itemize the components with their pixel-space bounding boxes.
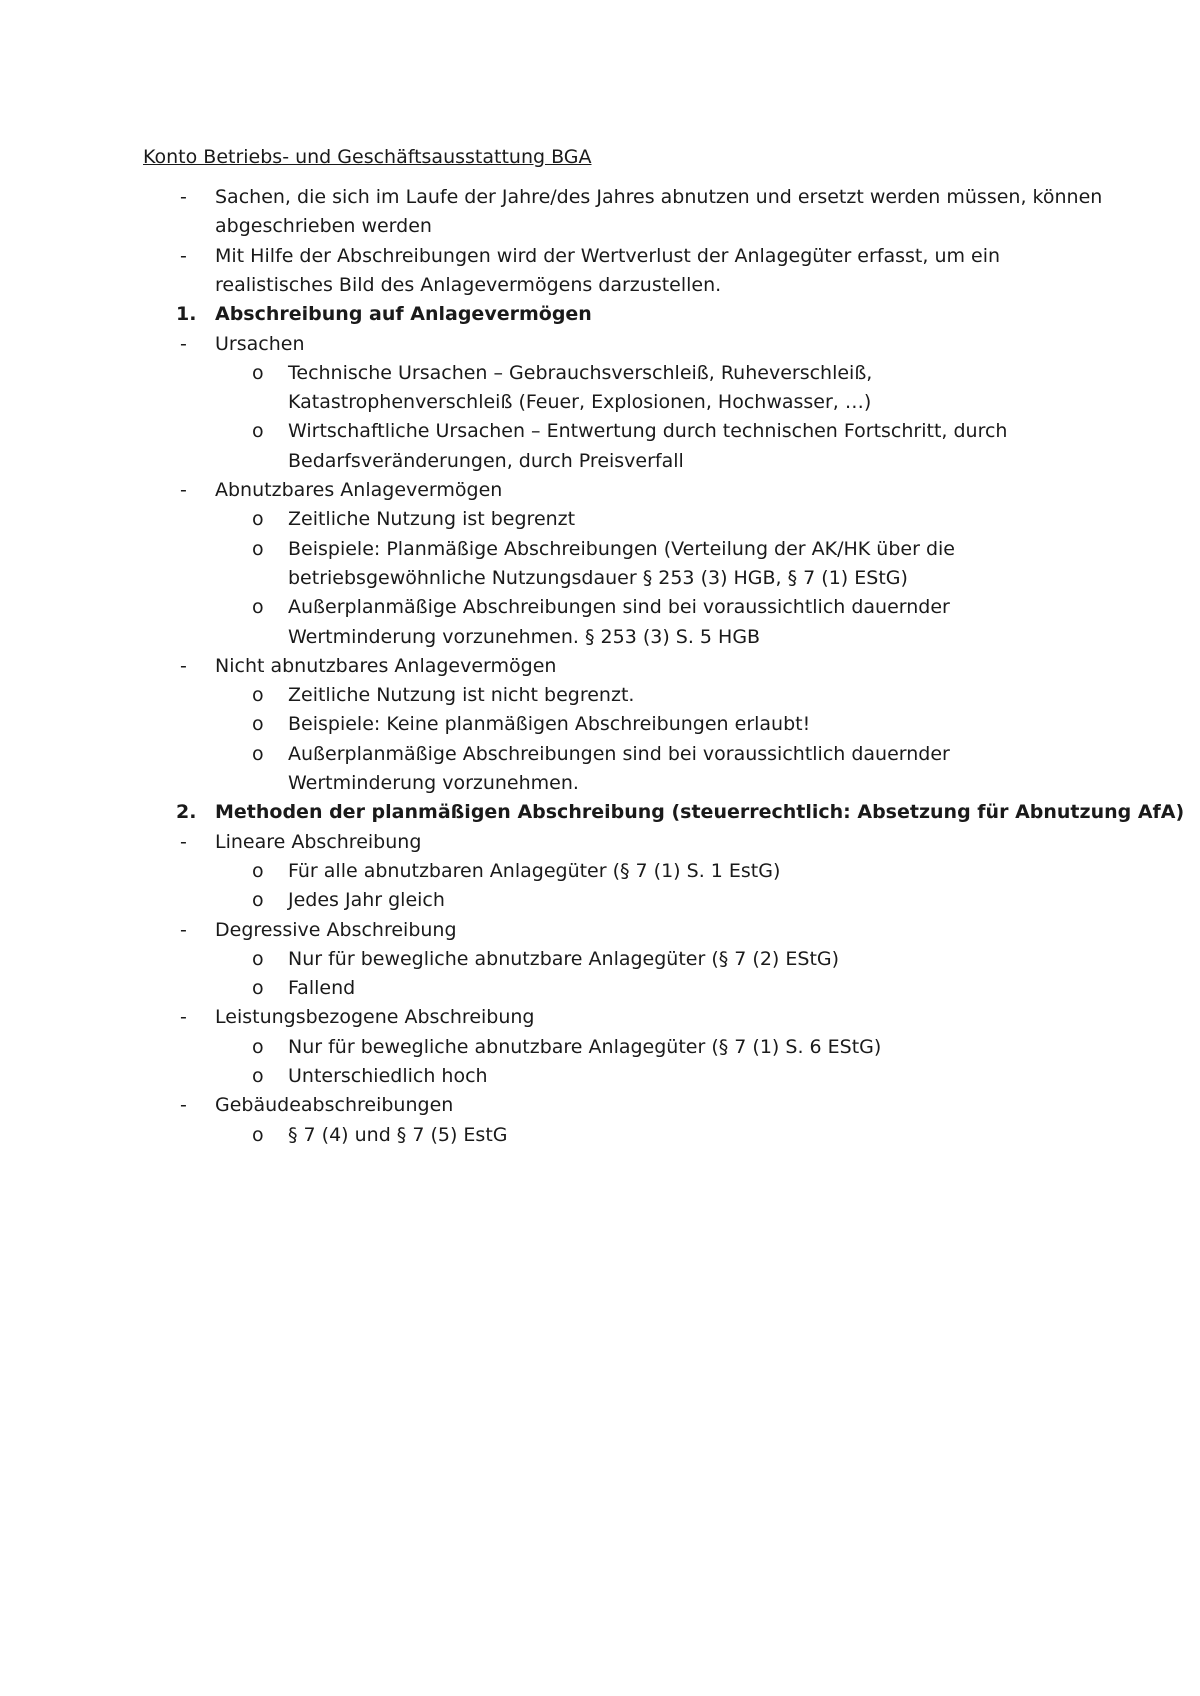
sub-item-marker: o [252, 1065, 264, 1087]
sub-item-text: Wertminderung vorzunehmen. [288, 772, 579, 794]
sub-item-text: Katastrophenverschleiß (Feuer, Explosionen, Hochwasser, …) [288, 391, 872, 413]
sub-item-text: Für alle abnutzbaren Anlagegüter (§ 7 (1) S. 1 EstG) [288, 860, 781, 882]
sub-item-marker: o [252, 977, 264, 999]
sub-item-text: Zeitliche Nutzung ist nicht begrenzt. [288, 684, 635, 706]
sub-item-marker: o [252, 889, 264, 911]
sub-item-text: § 7 (4) und § 7 (5) EstG [288, 1124, 508, 1146]
sub-item-text: Außerplanmäßige Abschreibungen sind bei voraussichtlich dauernder [288, 596, 950, 618]
intro-item-text: Mit Hilfe der Abschreibungen wird der Wertverlust der Anlagegüter erfasst, um ein [215, 245, 1001, 267]
intro-item-text: Sachen, die sich im Laufe der Jahre/des Jahres abnutzen und ersetzt werden müssen, können [215, 186, 1103, 208]
group-label: Nicht abnutzbares Anlagevermögen [215, 655, 557, 677]
group-marker: - [180, 831, 187, 853]
sub-item-marker: o [252, 713, 264, 735]
group-marker: - [180, 333, 187, 355]
intro-item-text: realistisches Bild des Anlagevermögens darzustellen. [215, 274, 722, 296]
section-number: 1. [176, 303, 197, 325]
sub-item-marker: o [252, 743, 264, 765]
group-label: Ursachen [215, 333, 305, 355]
sub-item-marker: o [252, 948, 264, 970]
sub-item-marker: o [252, 508, 264, 530]
group-label: Gebäudeabschreibungen [215, 1094, 454, 1116]
sub-item-text: Bedarfsveränderungen, durch Preisverfall [288, 450, 684, 472]
sub-item-marker: o [252, 684, 264, 706]
sub-item-text: Jedes Jahr gleich [288, 889, 445, 911]
group-marker: - [180, 1094, 187, 1116]
sub-item-text: Zeitliche Nutzung ist begrenzt [288, 508, 576, 530]
section-heading: Methoden der planmäßigen Abschreibung (steuerrechtlich: Absetzung für Abnutzung AfA) [215, 801, 1185, 823]
sub-item-marker: o [252, 596, 264, 618]
sub-item-text: Unterschiedlich hoch [288, 1065, 488, 1087]
sub-item-text: Beispiele: Keine planmäßigen Abschreibungen erlaubt! [288, 713, 811, 735]
group-label: Leistungsbezogene Abschreibung [215, 1006, 535, 1028]
section-heading: Abschreibung auf Anlagevermögen [215, 303, 592, 325]
sub-item-text: Nur für bewegliche abnutzbare Anlagegüter (§ 7 (2) EStG) [288, 948, 840, 970]
sub-item-marker: o [252, 538, 264, 560]
sub-item-marker: o [252, 860, 264, 882]
sub-item-text: Technische Ursachen – Gebrauchsverschleiß, Ruheverschleiß, [288, 362, 873, 384]
sub-item-marker: o [252, 420, 264, 442]
sub-item-text: Beispiele: Planmäßige Abschreibungen (Verteilung der AK/HK über die [288, 538, 955, 560]
sub-item-text: betriebsgewöhnliche Nutzungsdauer § 253 (3) HGB, § 7 (1) EStG) [288, 567, 908, 589]
document-title: Konto Betriebs- und Geschäftsausstattung BGA [143, 146, 592, 168]
sub-item-marker: o [252, 362, 264, 384]
sub-item-text: Wirtschaftliche Ursachen – Entwertung durch technischen Fortschritt, durch [288, 420, 1008, 442]
group-label: Abnutzbares Anlagevermögen [215, 479, 503, 501]
intro-item-marker: - [180, 186, 187, 208]
section-number: 2. [176, 801, 197, 823]
sub-item-marker: o [252, 1036, 264, 1058]
sub-item-text: Fallend [288, 977, 356, 999]
group-marker: - [180, 479, 187, 501]
group-label: Degressive Abschreibung [215, 919, 457, 941]
group-marker: - [180, 1006, 187, 1028]
intro-item-text: abgeschrieben werden [215, 215, 432, 237]
sub-item-marker: o [252, 1124, 264, 1146]
group-marker: - [180, 655, 187, 677]
sub-item-text: Außerplanmäßige Abschreibungen sind bei voraussichtlich dauernder [288, 743, 950, 765]
intro-item-marker: - [180, 245, 187, 267]
sub-item-text: Nur für bewegliche abnutzbare Anlagegüter (§ 7 (1) S. 6 EStG) [288, 1036, 882, 1058]
sub-item-text: Wertminderung vorzunehmen. § 253 (3) S. 5 HGB [288, 626, 761, 648]
group-marker: - [180, 919, 187, 941]
group-label: Lineare Abschreibung [215, 831, 422, 853]
